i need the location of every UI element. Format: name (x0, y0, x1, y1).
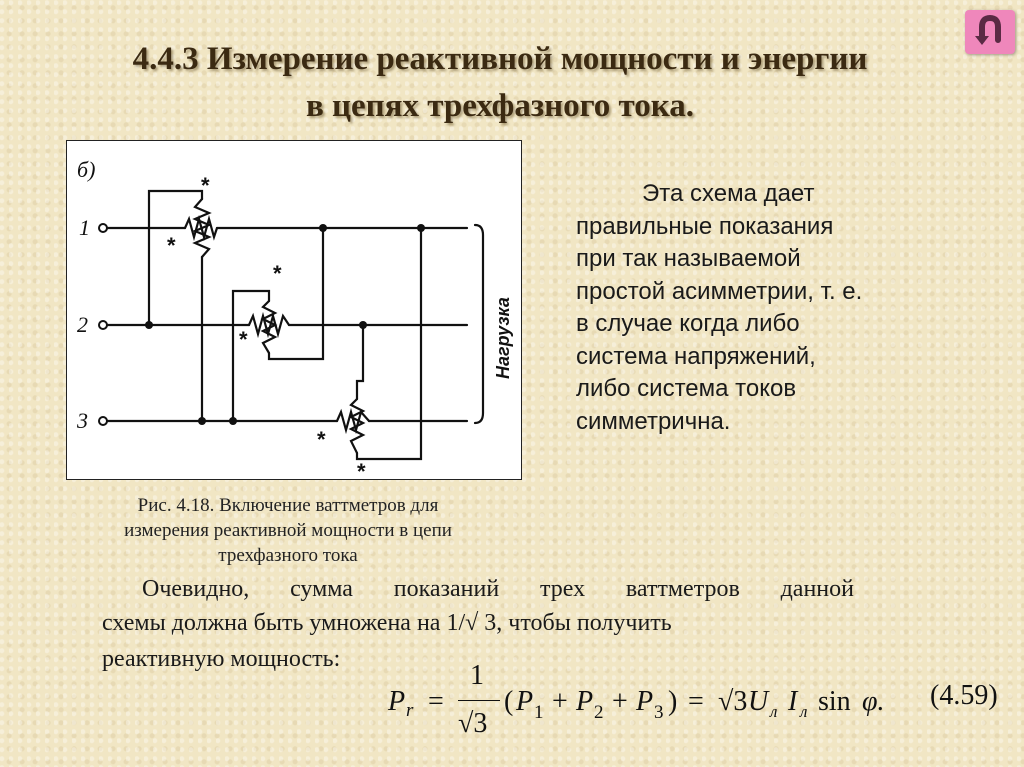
formula-frac-den: √3 (458, 708, 488, 739)
marker-w2-current: * (239, 327, 248, 352)
description-line: простой асимметрии, т. е. (576, 277, 863, 305)
formula-eq2: = (688, 686, 704, 717)
formula-eq: = (428, 686, 444, 717)
formula-close: ) (668, 686, 678, 717)
formula-i: I (788, 686, 798, 717)
word: Очевидно, (142, 576, 250, 602)
marker-w3-voltage: * (357, 459, 366, 479)
word: трех (539, 576, 586, 602)
phase-label-1: 1 (79, 215, 90, 240)
formula-frac-num: 1 (470, 660, 484, 691)
formula-plus2: + (612, 686, 628, 717)
description-line: при так называемой (576, 245, 801, 272)
marker-w1-voltage: * (201, 173, 210, 198)
formula-lhs: P (388, 686, 406, 717)
phase-label-3: 3 (77, 408, 88, 433)
word: сумма (290, 576, 353, 602)
phase-label-2: 2 (77, 312, 88, 337)
formula-u-sub: л (770, 702, 778, 721)
formula-i-sub: л (800, 702, 808, 721)
formula-rhs-sqrt: √3 (718, 686, 748, 717)
formula-sin: sin (818, 686, 851, 717)
formula-p2: P (576, 686, 594, 717)
paragraph-line-1 (102, 576, 854, 603)
caption-line: измерения реактивной мощности в цепи (124, 520, 452, 541)
slide-title (40, 36, 960, 130)
description-line: в случае когда либо (576, 310, 800, 337)
load-label: Нагрузка (493, 297, 513, 379)
description-line: Эта схема дает (642, 180, 815, 207)
title-line-2: в цепях трехфазного тока. (305, 88, 695, 124)
paragraph-line-2: схемы должна быть умножена на 1/√ 3, чтобы получить (102, 610, 672, 636)
u-turn-return-icon (965, 10, 1015, 54)
description-line: система напряжений, (576, 342, 816, 370)
formula-phi: φ. (862, 686, 885, 717)
description-line: правильные показания (576, 212, 834, 240)
marker-w3-current: * (317, 427, 326, 452)
description-line: либо система токов (576, 375, 797, 402)
formula-open: ( (504, 686, 514, 717)
paragraph-line-3: реактивную мощность: (102, 646, 341, 672)
wattmeter-circuit-diagram (67, 141, 521, 479)
formula-sub2: 2 (594, 702, 604, 723)
return-button[interactable] (965, 10, 1015, 54)
formula-u: U (748, 686, 769, 717)
formula-plus1: + (552, 686, 568, 717)
description-line: симметрична. (576, 407, 731, 435)
formula-sub1: 1 (534, 702, 544, 723)
figure-caption (78, 493, 498, 568)
word: ваттметров (625, 576, 740, 602)
marker-w2-voltage: * (273, 261, 282, 286)
description-text (576, 178, 976, 438)
caption-line: трехфазного тока (218, 545, 358, 566)
equation-number: (4.59) (930, 680, 998, 711)
formula-frac-bar (458, 700, 500, 701)
formula-4-59 (388, 662, 908, 752)
caption-line: Рис. 4.18. Включение ваттметров для (137, 495, 439, 516)
title-line-1: 4.4.3 Измерение реактивной мощности и энергии (132, 41, 868, 77)
formula-p1: P (516, 686, 534, 717)
marker-w1-current: * (167, 233, 176, 258)
word: показаний (393, 576, 500, 602)
panel-label: б) (77, 157, 96, 182)
formula-lhs-sub: r (406, 700, 414, 721)
formula-p3: P (636, 686, 654, 717)
formula-sub3: 3 (654, 702, 664, 723)
word: данной (780, 576, 854, 602)
circuit-figure (66, 140, 522, 480)
